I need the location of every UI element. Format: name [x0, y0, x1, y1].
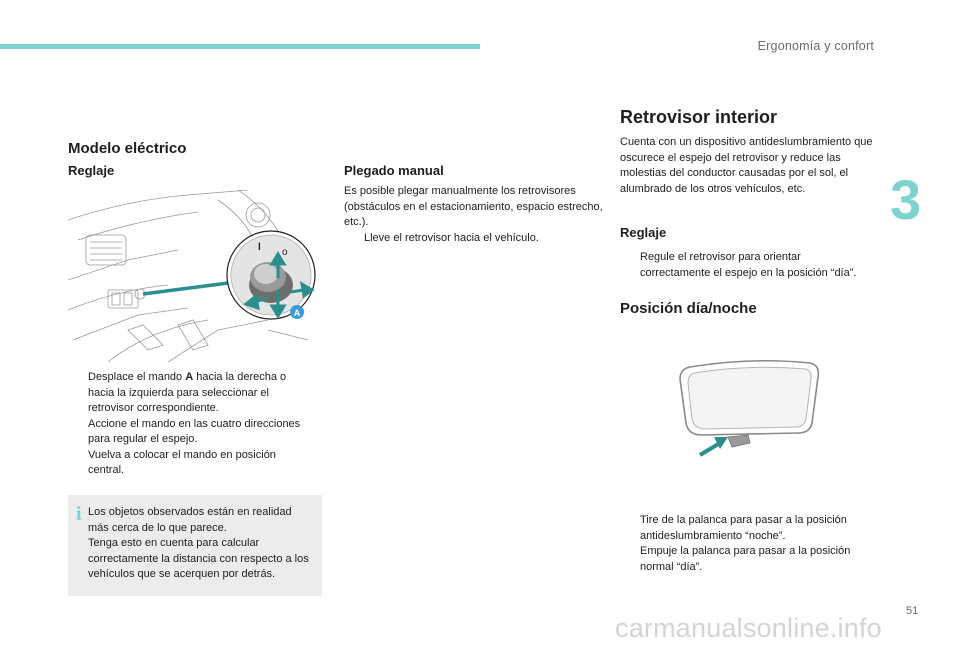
- info-icon: i: [76, 503, 82, 525]
- reglaje-subtitle-right: Reglaje: [620, 225, 667, 240]
- list-item: Vuelva a colocar el mando en posición central.: [88, 448, 276, 476]
- figure-label-a: A: [293, 308, 301, 318]
- list-item: Lleve el retrovisor hacia el vehículo.: [364, 232, 539, 244]
- info-text-1: Los objetos observados están en realidad más cerca de lo que parece.: [88, 506, 292, 534]
- left-bullet-list: [68, 370, 308, 479]
- list-item: Desplace el mando A hacia la derecha o hacia la izquierda para seleccionar el retrovisor correspondiente.: [88, 371, 287, 414]
- chapter-number: 3: [890, 168, 922, 231]
- reglaje-subtitle-left: Reglaje: [68, 163, 115, 178]
- svg-text:l: l: [258, 242, 261, 253]
- list-item: Empuje la palanca para pasar a la posición normal “día”.: [640, 545, 851, 573]
- day-night-bullet-list: [620, 513, 882, 575]
- list-item: Tire de la palanca para pasar a la posición antideslumbramiento “noche”.: [640, 514, 847, 542]
- section-title: Ergonomía y confort: [757, 39, 874, 53]
- manual-folding-text: Es posible plegar manualmente los retrovisores (obstáculos en el estacionamiento, espacio estrecho, etc.).: [344, 185, 603, 228]
- electric-model-title: Modelo eléctrico: [68, 140, 187, 157]
- control-a-label: A: [185, 371, 194, 383]
- rearview-mirror-figure: [670, 355, 830, 465]
- rearview-mirror-illustration: [670, 355, 830, 465]
- watermark: carmanualsonline.info: [615, 613, 882, 643]
- manual-folding-title: Plegado manual: [344, 163, 444, 178]
- reglaje-bullet-list: [620, 250, 870, 281]
- list-item: Regule el retrovisor para orientar correctamente el espejo en la posición “día”.: [640, 251, 857, 279]
- mirror-control-illustration: [68, 190, 322, 362]
- middle-bullet-list: [344, 231, 606, 247]
- page-number: 51: [906, 605, 919, 617]
- list-item: Accione el mando en las cuatro direcciones para regular el espejo.: [88, 417, 301, 445]
- day-night-title: Posición día/noche: [620, 300, 757, 317]
- interior-mirror-title: Retrovisor interior: [620, 107, 778, 127]
- info-box: [68, 495, 322, 596]
- svg-text:o: o: [282, 247, 288, 258]
- header-accent-bar: [0, 44, 480, 49]
- mirror-control-figure: [68, 190, 322, 362]
- info-text-2: Tenga esto en cuenta para calcular correctamente la distancia con respecto a los vehículos que se acerquen por detrás.: [88, 537, 309, 580]
- interior-mirror-text: Cuenta con un dispositivo antideslumbramiento que oscurece el espejo del retrovisor y reduce las molestias del conductor causadas por el sol, el alumbrado de los otros vehículos, etc.: [620, 136, 873, 195]
